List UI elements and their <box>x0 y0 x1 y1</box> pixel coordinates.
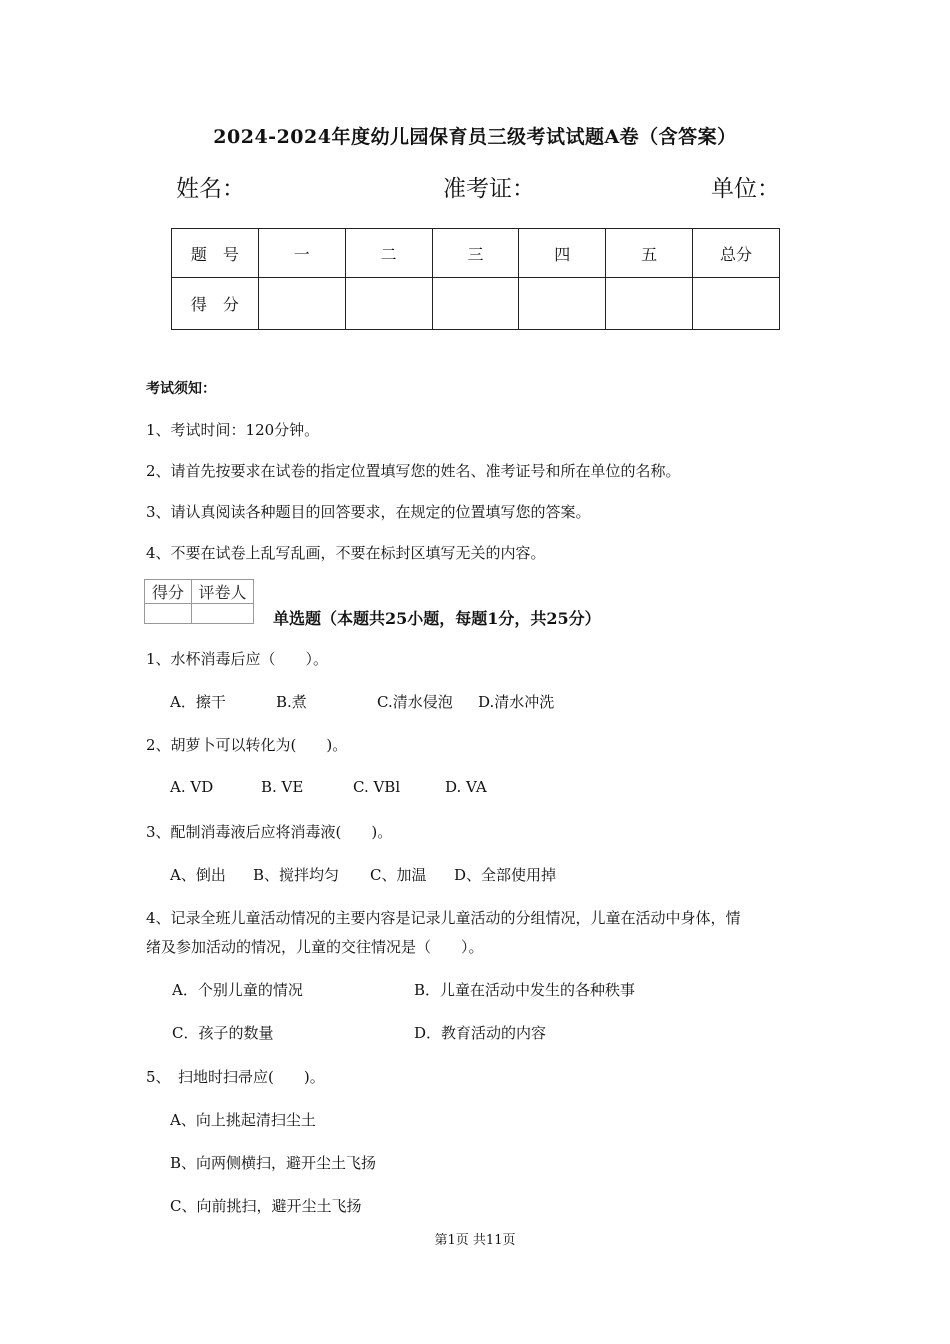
question-stem: 3、配制消毒液后应将消毒液( )。 <box>146 823 393 841</box>
option: C. VBl <box>353 778 401 796</box>
option: A．擦干 <box>170 693 226 711</box>
score-entry-cell[interactable] <box>606 278 693 330</box>
score-table-cell: 四 <box>519 229 606 278</box>
option: D．教育活动的内容 <box>414 1024 547 1042</box>
score-entry-cell[interactable] <box>258 278 345 330</box>
unit-label: 单位： <box>711 176 780 202</box>
score-entry-cell[interactable] <box>693 278 780 330</box>
score-table-cell: 题 号 <box>172 229 259 278</box>
question-stem: 1、水杯消毒后应（ ）。 <box>146 650 329 668</box>
question-stem: 绪及参加活动的情况，儿童的交往情况是（ ）。 <box>146 938 484 956</box>
grader-score-cell[interactable] <box>145 604 192 624</box>
option: A、倒出 <box>170 866 226 884</box>
exam-id-label: 准考证： <box>443 176 535 202</box>
score-table-cell: 总分 <box>693 229 780 278</box>
option: B、搅拌均匀 <box>253 866 340 884</box>
option: C.清水侵泡 <box>377 693 453 711</box>
page-number: 第1页 共11页 <box>434 1233 516 1248</box>
notice-item: 1、考试时间：120分钟。 <box>146 421 320 439</box>
score-table-cell: 五 <box>606 229 693 278</box>
grader-box <box>144 579 254 624</box>
score-entry-cell[interactable] <box>519 278 606 330</box>
score-table-cell: 一 <box>258 229 345 278</box>
option: C、加温 <box>370 866 427 884</box>
question-stem: 2、胡萝卜可以转化为( )。 <box>146 736 348 754</box>
score-table-header-row <box>172 229 780 278</box>
score-table-score-row <box>172 278 780 330</box>
option: B．儿童在活动中发生的各种秩事 <box>414 981 636 999</box>
notice-item: 2、请首先按要求在试卷的指定位置填写您的姓名、准考证号和所在单位的名称。 <box>146 462 681 480</box>
option: A、向上挑起清扫尘土 <box>170 1111 316 1129</box>
option: D. VA <box>445 778 487 796</box>
section-heading: 单选题（本题共25小题，每题1分，共25分） <box>273 609 601 628</box>
grader-score-label: 得分 <box>145 580 192 604</box>
score-table-cell: 三 <box>432 229 519 278</box>
name-label: 姓名： <box>176 176 245 202</box>
option: D.清水冲洗 <box>478 693 555 711</box>
score-entry-cell[interactable] <box>345 278 432 330</box>
score-row-label: 得 分 <box>172 278 259 330</box>
option: A. VD <box>170 778 214 796</box>
option: B.煮 <box>276 693 307 711</box>
question-stem: 5、 扫地时扫帚应( )。 <box>146 1068 325 1086</box>
notice-item: 4、不要在试卷上乱写乱画，不要在标封区填写无关的内容。 <box>146 544 546 562</box>
option: A．个别儿童的情况 <box>172 981 303 999</box>
question-stem: 4、记录全班儿童活动情况的主要内容是记录儿童活动的分组情况，儿童在活动中身体，情 <box>146 909 741 927</box>
notice-item: 3、请认真阅读各种题目的回答要求，在规定的位置填写您的答案。 <box>146 503 591 521</box>
option: C．孩子的数量 <box>172 1024 274 1042</box>
notice-heading: 考试须知： <box>146 381 216 397</box>
score-table <box>171 228 780 330</box>
grader-name-cell[interactable] <box>192 604 254 624</box>
score-table-cell: 二 <box>345 229 432 278</box>
score-entry-cell[interactable] <box>432 278 519 330</box>
option: D、全部使用掉 <box>454 866 557 884</box>
option: B、向两侧横扫，避开尘土飞扬 <box>170 1154 377 1172</box>
document-title: 2024-2024年度幼儿园保育员三级考试试题A卷（含答案） <box>213 126 737 148</box>
grader-name-label: 评卷人 <box>192 580 254 604</box>
option: C、向前挑扫，避开尘土飞扬 <box>170 1197 362 1215</box>
option: B. VE <box>261 778 304 796</box>
